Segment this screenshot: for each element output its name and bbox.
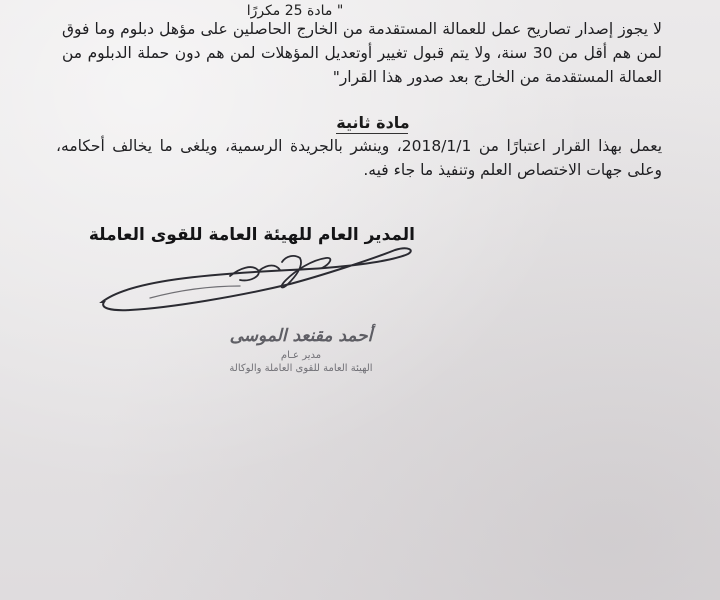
stamp-organization: الهيئة العامة للقوى العاملة والوكالة — [229, 363, 373, 374]
official-stamp — [196, 326, 406, 374]
stamp-name: أحمد مقنعد الموسى — [229, 326, 373, 346]
handwritten-signature — [90, 240, 420, 320]
article-2-paragraph: يعمل بهذا القرار اعتبارًا من 2018/1/1، وينشر بالجريدة الرسمية، ويلغى ما يخالف أحكامه، وعلى جهات الاختصاص العلم وتنفيذ ما جاء فيه. — [56, 137, 663, 179]
article-heading: " مادة 25 مكررًا — [246, 3, 344, 19]
signatory-title: المدير العام للهيئة العامة للقوى العاملة — [88, 225, 415, 245]
stamp-role: مدير عـام — [280, 350, 322, 361]
article-2-title: مادة ثانية — [336, 113, 410, 132]
article-1-paragraph: لا يجوز إصدار تصاريح عمل للعمالة المستقدمة من الخارج الحاصلين على مؤهل دبلوم وما فوق لمن هم أقل من 30 سنة، ولا يتم قبول تغيير أوتعديل المؤهلات لمن هم دون حملة الدبلوم من العمالة المستقدمة من الخارج بعد صدور هذا القرار" — [62, 20, 662, 86]
